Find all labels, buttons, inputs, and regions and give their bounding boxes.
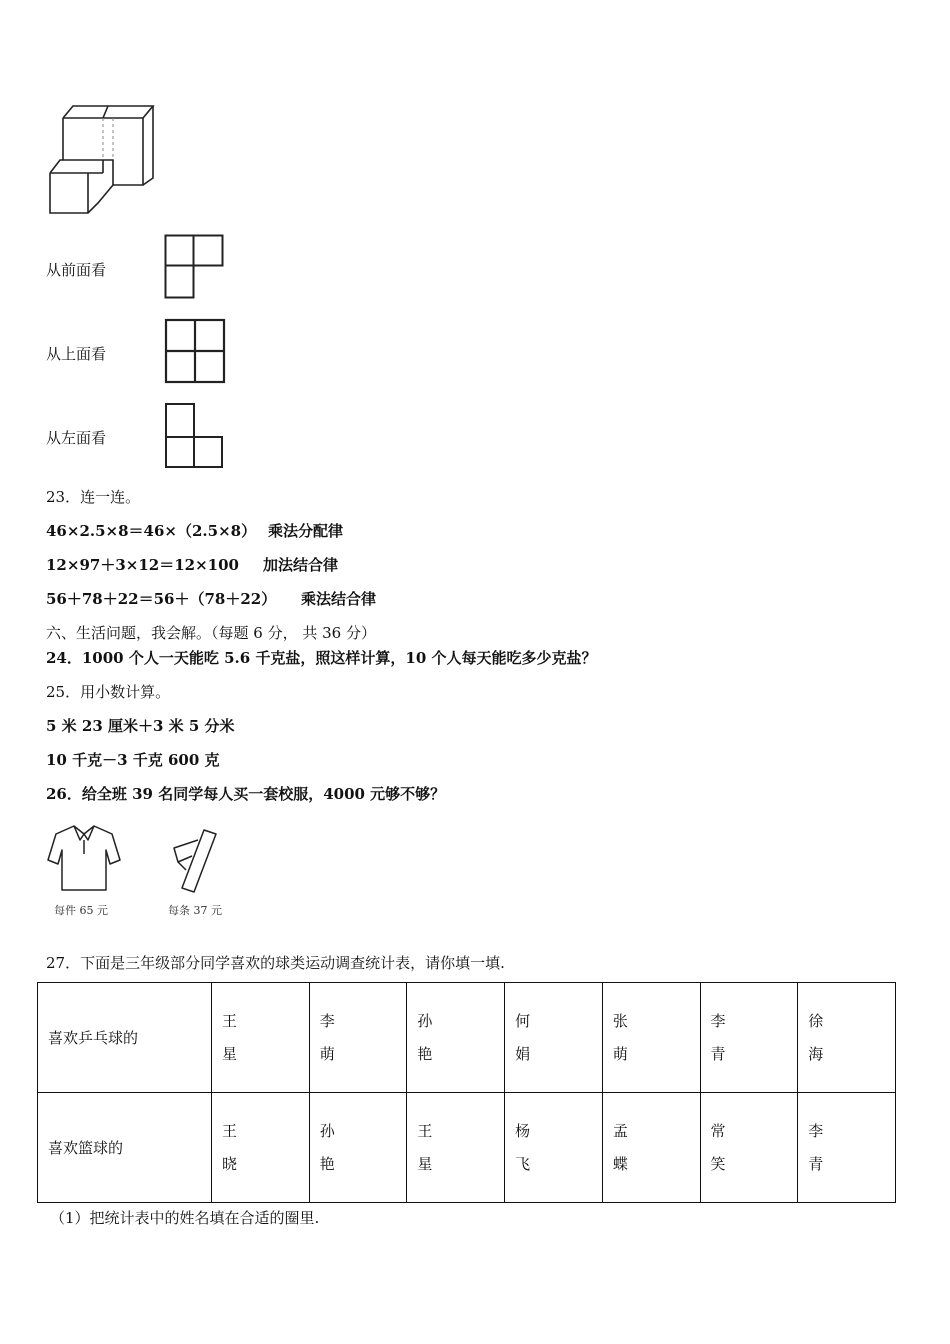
row-label: 喜欢篮球的 (38, 1093, 212, 1203)
q23-law-1: 乘法分配律 (268, 522, 344, 540)
table-row (38, 1093, 896, 1203)
shirt-illustration (46, 820, 126, 900)
q25-line-1: 5 米 23 厘米＋3 米 5 分米 (46, 717, 235, 735)
name-cell: 杨 飞 (505, 1093, 603, 1203)
table-row (38, 983, 896, 1093)
name-cell: 孙 艳 (407, 983, 505, 1093)
q23-law-3: 乘法结合律 (301, 590, 377, 608)
name-cell: 常 笑 (700, 1093, 798, 1203)
q26-title: 26．给全班 39 名同学每人买一套校服，4000 元够不够？ (46, 785, 446, 803)
section-6-heading: 六、生活问题，我会解。（每题 6 分， 共 36 分） (46, 624, 376, 642)
name-cell: 王 星 (212, 983, 310, 1093)
q25-line-2: 10 千克－3 千克 600 克 (46, 751, 220, 769)
q23-law-2: 加法结合律 (263, 556, 339, 574)
view-front-label: 从前面看 (46, 261, 107, 279)
name-cell: 孟 蝶 (602, 1093, 700, 1203)
q23-title: 23．连一连。 (46, 488, 141, 506)
shirt-price-caption: 每件 65 元 (54, 904, 108, 917)
pants-price-caption: 每条 37 元 (168, 904, 222, 917)
q23-expr-2: 12×97＋3×12＝12×100 (46, 556, 239, 574)
view-left-label: 从左面看 (46, 429, 107, 447)
q24-text: 24．1000 个人一天能吃 5.6 千克盐，照这样计算，10 个人每天能吃多少克盐？ (46, 649, 597, 667)
q23-expr-3: 56＋78＋22＝56＋（78＋22） (46, 590, 277, 608)
name-cell: 李 萌 (309, 983, 407, 1093)
sports-survey-table (37, 982, 896, 1203)
q27-title: 27．下面是三年级部分同学喜欢的球类运动调查统计表，请你填一填. (46, 954, 505, 972)
name-cell: 李 青 (798, 1093, 896, 1203)
pants-illustration (168, 826, 228, 906)
cube-solid-figure (40, 100, 170, 220)
left-view-grid (164, 402, 226, 470)
front-view-grid (164, 234, 226, 300)
view-top-label: 从上面看 (46, 345, 107, 363)
top-view-grid (164, 318, 228, 384)
name-cell: 李 青 (700, 983, 798, 1093)
name-cell: 何 娟 (505, 983, 603, 1093)
name-cell: 徐 海 (798, 983, 896, 1093)
row-label: 喜欢乒乓球的 (38, 983, 212, 1093)
name-cell: 王 晓 (212, 1093, 310, 1203)
q27-subquestion-1: （1）把统计表中的姓名填在合适的圈里. (50, 1209, 320, 1227)
name-cell: 王 星 (407, 1093, 505, 1203)
name-cell: 张 萌 (602, 983, 700, 1093)
q23-expr-1: 46×2.5×8＝46×（2.5×8） (46, 522, 257, 540)
name-cell: 孙 艳 (309, 1093, 407, 1203)
q25-title: 25．用小数计算。 (46, 683, 171, 701)
